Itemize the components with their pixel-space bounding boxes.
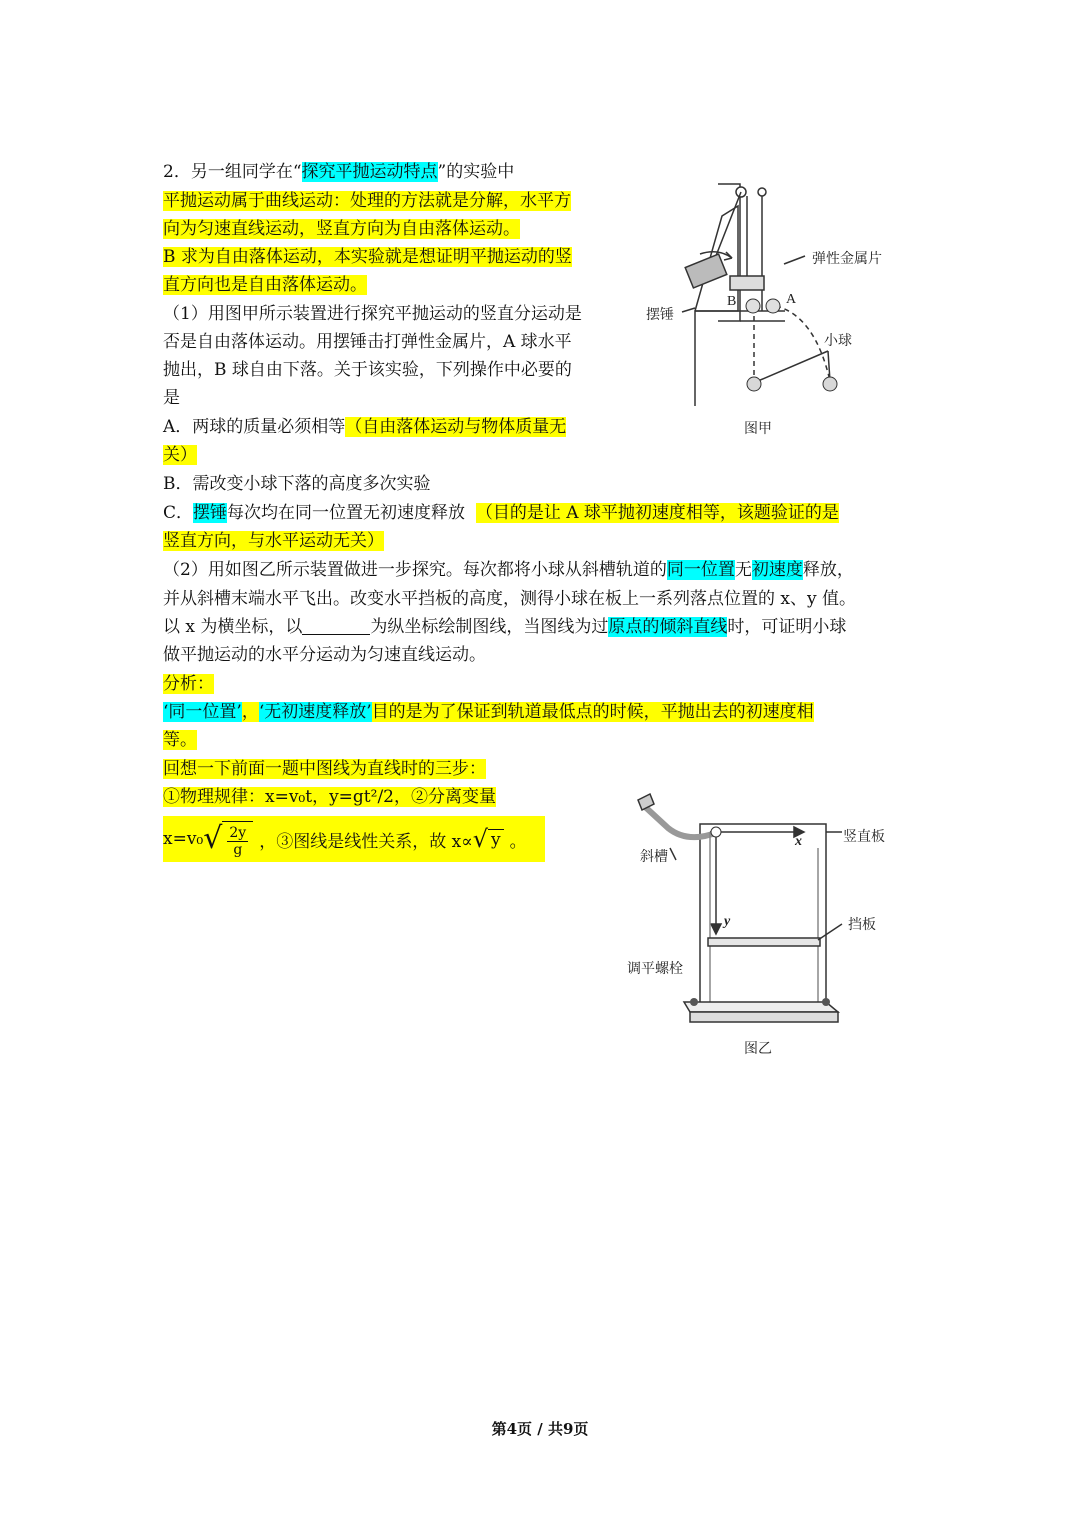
option-a-note-cont: 关） [163,445,197,465]
option-c-text: 每次均在同一位置无初速度释放 [227,503,466,523]
base-plate [684,1002,838,1012]
option-a [163,413,566,441]
option-c-note: （目的是让 A 球平抛初速度相等，该题验证的是 [475,503,839,523]
part2-highlight-origin-line: 原点的倾斜直线 [608,617,728,637]
hammer-label-leader [682,308,695,312]
radicand [222,821,253,858]
option-a-text: A．两球的质量必须相等 [163,417,346,437]
option-c-cont [163,527,384,555]
analysis-step1 [163,783,496,811]
part2-text: 以 x 为横坐标，以 [163,617,303,637]
question-header-suffix: ”的实验中 [437,162,515,182]
sqrt-y [473,824,504,854]
option-c-prefix: C． [163,503,194,523]
label-leveling-screw: 调平螺栓 [627,961,683,977]
analysis-quote-no-initial-velocity: ‘无初速度释放’ [258,702,372,722]
experiment-title-highlight: 探究平抛运动特点 [301,162,438,182]
metal-label-leader [784,256,805,264]
part1-line-1: （1）用图甲所示装置进行探究平抛运动的竖直分运动是 [163,304,582,324]
answer-blank [302,616,370,635]
sqrt-fraction [203,821,253,858]
label-hammer: 摆锤 [646,307,674,323]
intro-line-1 [163,187,571,215]
fraction-denominator: g [233,841,243,858]
formula-prefix: x=v₀ [163,829,204,849]
label-y-axis: y [724,914,731,929]
baffle-plate [708,938,820,946]
intro-text: 向为匀速直线运动，竖直方向为自由落体运动。 [163,219,520,239]
analysis-text: 等。 [163,730,197,750]
analysis-comma: ， [241,702,259,722]
intro-text: 平抛运动属于曲线运动：处理的方法就是分解，水平方 [163,191,571,211]
metal-plate [730,276,764,290]
radical-sign-icon: √ [472,825,489,853]
radical-sign-icon: √ [203,821,223,856]
formula-end: 。 [509,831,527,852]
fraction [227,825,248,858]
figure-jia-caption: 图甲 [744,421,772,437]
sqrt-y-radicand: y [488,829,504,850]
label-vertical-board: 竖直板 [843,829,885,845]
option-a-cont [163,441,197,469]
question-header [163,158,514,186]
question-header-prefix: 2．另一组同学在“ [163,162,302,182]
analysis-recall-text: 回想一下前面一题中图线为直线时的三步： [163,759,486,779]
label-ball: 小球 [824,333,852,349]
intro-line-4 [163,271,367,299]
ball-b-landed-icon [747,377,761,391]
part2-text: 为纵坐标绘制图线，当图线为过 [370,617,609,637]
part2-text: 无 [734,560,752,580]
ball-b-icon [746,299,760,313]
ball-start-icon [711,827,721,837]
option-c [163,499,839,527]
analysis-formula-row [163,816,545,862]
intro-line-2 [163,215,520,243]
analysis-line-1 [163,698,814,726]
analysis-text: 目的是为了保证到轨道最低点的时候，平抛出去的初速度相 [371,702,814,722]
analysis-title [163,670,214,698]
option-a-note: （自由落体运动与物体质量无 [345,417,567,437]
label-baffle: 挡板 [848,917,876,933]
option-c-highlight: 摆锤 [193,503,228,523]
analysis-line-2 [163,726,197,754]
hammer-head [685,254,727,288]
part2-highlight-same-position: 同一位置 [666,560,735,580]
part2-text: 释放， [802,560,854,580]
option-c-note-cont: 竖直方向，与水平运动无关） [163,531,384,551]
vertical-board [700,824,826,1004]
formula-middle: ，③图线是线性关系，故 x∝ [259,831,473,852]
label-x-axis: x [795,834,802,849]
label-metal-strip: 弹性金属片 [812,251,882,267]
leveling-screw-right-icon [822,998,830,1006]
page-number: 第4页 / 共9页 [491,1420,589,1438]
ball-a-landed-icon [823,377,837,391]
part1-line-3: 抛出，B 球自由下落。关于该实验，下列操作中必要的 [163,360,572,380]
analysis-step1-text: ①物理规律：x=v₀t，y=gt²/2，②分离变量 [163,787,497,807]
analysis-quote-same-position: ‘同一位置’ [163,702,242,722]
ball-label-leader-b [758,351,828,381]
part2-highlight-initial-velocity: 初速度 [751,560,803,580]
option-b: B．需改变小球下落的高度多次实验 [163,474,431,494]
part2-text: 时，可证明小球 [727,617,847,637]
figure-jia-diagram [640,176,900,416]
label-B: B [727,294,737,309]
analysis-recall [163,755,486,783]
intro-line-3 [163,243,572,271]
part1-line-2: 否是自由落体运动。用摆锤击打弹性金属片，A 球水平 [163,332,572,352]
label-A: A [786,292,797,307]
part2-line-3 [163,613,846,641]
leveling-screw-left-icon [690,998,698,1006]
part2-line-4: 做平抛运动的水平分运动为匀速直线运动。 [163,645,486,665]
part1-line-4: 是 [163,388,180,408]
figure-yi-caption: 图乙 [744,1041,772,1057]
fraction-numerator: 2y [229,824,247,841]
intro-text: 直方向也是自由落体运动。 [163,275,367,295]
chute-label-leader [670,848,676,860]
label-chute: 斜槽 [640,849,668,865]
intro-text: B 求为自由落体运动，本实验就是想证明平抛运动的竖 [163,247,572,267]
part2-line-2: 并从斜槽末端水平飞出。改变水平挡板的高度，测得小球在板上一系列落点位置的 x、y 值。 [163,589,856,609]
figure-yi-diagram [628,792,858,1028]
analysis-title-text: 分析： [163,674,214,694]
part2-text: （2）用如图乙所示装置做进一步探究。每次都将小球从斜槽轨道的 [163,560,667,580]
ball-a-icon [766,299,780,313]
part2-line-1 [163,556,854,584]
